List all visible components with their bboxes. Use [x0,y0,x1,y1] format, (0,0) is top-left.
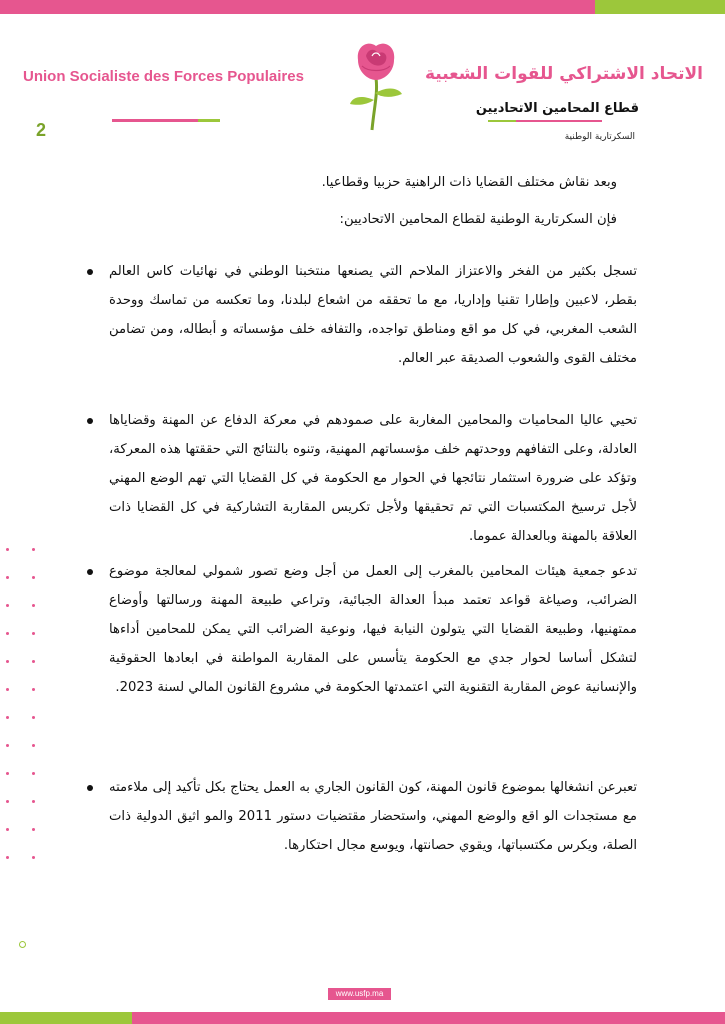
decorative-dot [6,856,9,859]
org-name-french: Union Socialiste des Forces Populaires [23,68,304,85]
decorative-dot [32,744,35,747]
bullet-dot-icon [87,418,93,424]
decorative-dot [32,828,35,831]
rose-icon [346,38,406,133]
bullet-item-2 [109,406,637,551]
decorative-dot [32,716,35,719]
decorative-dot [6,716,9,719]
decorative-dot [32,604,35,607]
decorative-dot [6,604,9,607]
bottom-pink-bar [132,1012,725,1024]
decorative-dot [6,548,9,551]
bullet-dot-icon [87,269,93,275]
decorative-dot [32,856,35,859]
org-name-arabic: الاتحاد الاشتراكي للقوات الشعبية [424,64,703,84]
decorative-dot [6,744,9,747]
decorative-dot [32,548,35,551]
bullet-text: تدعو جمعية هيئات المحامين بالمغرب إلى العمل من أجل وضع تصور شمولي لمعالجة موضوع الضرائب، وصياغة قواعد تعتمد مبدأ العدالة الجبائية، وتراعي طبيعة المهنة ورسالتها وأوضاع ممتهنيها، وطبيعة القضايا التي يتولون النيابة فيها، ونوعية الضرائب التي يمكن للمحامين أداءها لتشكل أساسا لحوار جدي مع الحكومة يتأسس على المقاربة المواطنة في ابعادها الحقوقية والإنسانية عوض المقاربة التقنوية التي اعتمدتها الحكومة في مشروع القانون المالي لسنة 2023. [109,564,637,695]
decorative-dot [32,632,35,635]
decorative-dot [32,660,35,663]
decorative-dot [32,772,35,775]
decorative-dot [6,576,9,579]
decorative-dot [6,828,9,831]
decor-line-pink [112,119,198,122]
website-link[interactable]: www.usfp.ma [328,988,391,1000]
decorative-dot [32,688,35,691]
secretariat-label: السكرتارية الوطنية [564,132,635,142]
decorative-dot-grid [6,548,40,878]
bullet-dot-icon [87,569,93,575]
top-pink-bar [0,0,595,14]
bullet-text: تعبرعن انشغالها بموضوع قانون المهنة، كون القانون الجاري به العمل يحتاج بكل تأكيد إلى ملاءمته مع مستجدات الو اقع والوضع المهني، واستحضار مقتضيات دستور 2011 والمو اثيق الدولية ذات الصلة، ويكرس مكتسباتها، ويقوي حصانتها، ويوسع مجال احتكارها. [109,780,637,853]
decorative-dot [6,688,9,691]
decorative-dot [32,800,35,803]
intro-paragraph-1: وبعد نقاش مختلف القضايا ذات الراهنية حزبيا وقطاعيا. [321,175,617,190]
bullet-text: تسجل بكثير من الفخر والاعتزاز الملاحم التي يصنعها منتخبنا الوطني في نهائيات كاس العالم بقطر، لاعبين وإطارا تقنيا وإداريا، مع ما تحققه من اشعاع لبلدنا، وما تعكسه من تماسك ووحدة الشعب المغربي، في كل مو اقع ومناطق تواجده، والتفافه خلف مؤسساته و أبطاله، ومن تضامن مختلف القوى والشعوب الصديقة عبر العالم. [109,264,637,366]
decor-line-green-right [488,120,516,122]
decorative-ring [19,941,26,948]
decorative-dot [6,800,9,803]
bottom-green-bar [0,1012,132,1024]
decorative-dot [6,772,9,775]
decor-line-pink-right [516,120,602,122]
decorative-dot [32,576,35,579]
decorative-dot [6,660,9,663]
decorative-dot [6,632,9,635]
sector-title: قطاع المحامين الاتحاديين [475,101,639,116]
bullet-dot-icon [87,785,93,791]
bullet-item-4 [109,773,637,860]
bullet-item-1 [109,257,637,373]
bullet-item-3 [109,557,637,702]
top-green-bar [595,0,725,14]
intro-paragraph-2: فإن السكرتارية الوطنية لقطاع المحامين الاتحاديين: [339,212,617,227]
decor-line-green [198,119,220,122]
page-number: 2 [36,120,47,140]
bullet-text: تحيي عاليا المحاميات والمحامين المغاربة على صمودهم في معركة الدفاع عن المهنة وقضاياها العادلة، وعلى التفافهم ووحدتهم خلف مؤسساتهم المهنية، وتنوه بالنتائج التي حققتها هذه المعركة، وتؤكد على ضرورة استثمار نتائجها في الحوار مع الحكومة في كل القضايا التي تهم الوضع المهني لأجل ترسيخ المكتسبات التي تم تحقيقها ولأجل تكريس المقاربة التشاركية في كل القضايا ذات العلاقة بالمهنة وبالعدالة عموما. [109,413,637,544]
